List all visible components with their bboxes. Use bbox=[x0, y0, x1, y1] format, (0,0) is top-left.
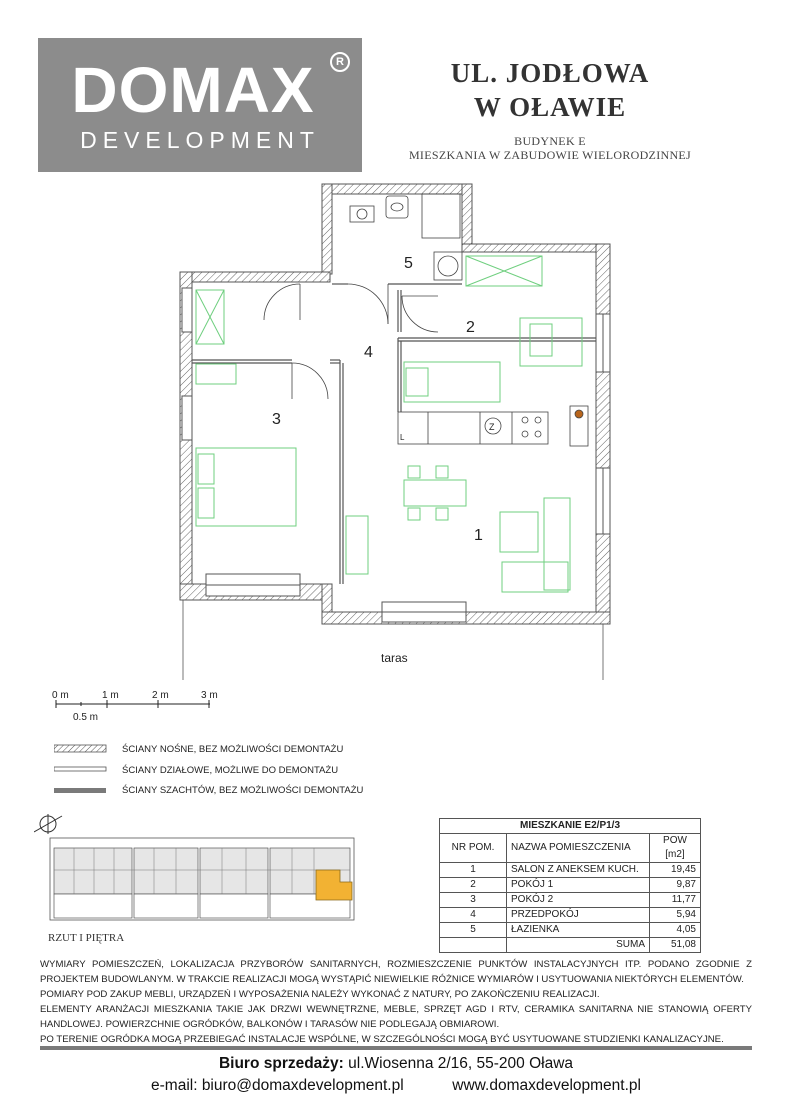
registered-mark: R bbox=[330, 52, 350, 72]
appliance-label: Z bbox=[489, 422, 495, 432]
room-number-1: 1 bbox=[474, 527, 483, 544]
terrace-label: taras bbox=[381, 651, 408, 665]
building-label: BUDYNEK E bbox=[514, 134, 586, 148]
scale-label-1: 1 m bbox=[102, 690, 119, 701]
building-type: MIESZKANIA W ZABUDOWIE WIELORODZINNEJ bbox=[408, 148, 692, 162]
sales-office-label: Biuro sprzedaży: bbox=[218, 1055, 344, 1072]
note-2: POMIARY POD ZAKUP MEBLI, URZĄDZEŃ I WYPOSAŻENIA NALEŻY WYKONAĆ Z NATURY, PO ZAKOŃCZENIU REALIZACJI. bbox=[40, 989, 600, 1000]
scale-label-3: 3 m bbox=[201, 690, 218, 701]
legend-swatches bbox=[54, 743, 110, 795]
logo-main-text: DOMAX bbox=[71, 54, 315, 126]
note-4: PO TERENIE OGRÓDKA MOGĄ PRZEBIEGAĆ INSTALACJE WSPÓLNE, W SZCZEGÓLNOŚCI MOGĄ BYĆ USYTUOWANE STUDZIENKI KANALIZACYJNE. bbox=[40, 1034, 724, 1045]
compass-icon bbox=[34, 814, 62, 834]
note-1: WYMIARY POMIESZCZEŃ, LOKALIZACJA PRZYBORÓW SANITARNYCH, ROZMIESZCZENIE PUNKTÓW INSTALACYJNYCH ITP. PODANO ZGODNIE Z PROJEKTEM BUDOWLANYM. W TRAKCIE REALIZACJI MOGĄ WYSTĄPIĆ NIEWIELKIE RÓŻNICE WYMIARÓW I USYTUOWANIA NIEKTÓRYCH ELEMENTÓW. bbox=[40, 959, 752, 985]
fridge-label: L bbox=[400, 433, 405, 442]
city-title: W OŁAWIE bbox=[473, 92, 627, 122]
legend-shaft: ŚCIANY SZACHTÓW, BEZ MOŻLIWOŚCI DEMONTAŻU bbox=[122, 785, 364, 796]
legend-swatch-shaft bbox=[54, 788, 106, 793]
legend-partition: ŚCIANY DZIAŁOWE, MOŻLIWE DO DEMONTAŻU bbox=[122, 765, 339, 776]
scale-bar bbox=[40, 686, 240, 726]
sales-office bbox=[40, 1055, 752, 1073]
table-sum-row bbox=[440, 938, 701, 953]
table-row: 2 POKÓJ 1 9,87 bbox=[440, 878, 701, 893]
table-row: 5 ŁAZIENKA 4,05 bbox=[440, 923, 701, 938]
table-row: 4 PRZEDPOKÓJ 5,94 bbox=[440, 908, 701, 923]
furniture bbox=[196, 256, 582, 592]
legend-swatch-partition bbox=[54, 767, 106, 771]
room-number-5: 5 bbox=[404, 255, 413, 272]
email-link[interactable]: e-mail: biuro@domaxdevelopment.pl bbox=[151, 1077, 404, 1094]
table-title: MIESZKANIE E2/P1/3 bbox=[440, 819, 701, 834]
note-3: ELEMENTY ARANŻACJI MIESZKANIA TAKIE JAK DRZWI WEWNĘTRZNE, MEBLE, SPRZĘT AGD I RTV, CERAMIKA SANITARNA NIE STANOWIĄ OFERTY HANDLOWEJ. POWIERZCHNIE OGRÓDKÓW, BALKONÓW I TARASÓW NIE PODLEGAJĄ OBMIAROWI. bbox=[40, 1004, 752, 1030]
table-header-nr: NR POM. bbox=[440, 834, 507, 863]
footer-divider bbox=[40, 1046, 752, 1050]
room-number-4: 4 bbox=[364, 344, 373, 361]
table-row: 1 SALON Z ANEKSEM KUCH. 19,45 bbox=[440, 863, 701, 878]
scale-label-0: 0 m bbox=[52, 690, 69, 701]
street-title: UL. JODŁOWA bbox=[450, 58, 650, 88]
load-bearing-walls bbox=[180, 184, 610, 624]
room-number-2: 2 bbox=[466, 319, 475, 336]
partition-walls bbox=[192, 284, 596, 584]
website-link[interactable]: www.domaxdevelopment.pl bbox=[452, 1077, 641, 1094]
key-plan bbox=[34, 810, 364, 928]
key-plan-label: RZUT I PIĘTRA bbox=[48, 932, 125, 944]
room-area-table bbox=[439, 818, 701, 953]
scale-label-2: 2 m bbox=[152, 690, 169, 701]
contact-line bbox=[40, 1077, 752, 1095]
sum-value: 51,08 bbox=[650, 938, 701, 953]
disclaimer-notes bbox=[40, 957, 752, 1047]
scale-label-half: 0.5 m bbox=[73, 712, 99, 723]
logo-sub-text: DEVELOPMENT bbox=[80, 127, 320, 153]
room-number-3: 3 bbox=[272, 411, 281, 428]
sales-office-address: ul.Wiosenna 2/16, 55-200 Oława bbox=[343, 1055, 574, 1072]
sum-label: SUMA bbox=[507, 938, 650, 953]
legend-swatch-load-bearing bbox=[54, 745, 106, 752]
table-header-name: NAZWA POMIESZCZENIA bbox=[507, 834, 650, 863]
table-header-area: POW [m2] bbox=[650, 834, 701, 863]
table-row: 3 POKÓJ 2 11,77 bbox=[440, 893, 701, 908]
legend-load-bearing: ŚCIANY NOŚNE, BEZ MOŻLIWOŚCI DEMONTAŻU bbox=[122, 744, 344, 755]
